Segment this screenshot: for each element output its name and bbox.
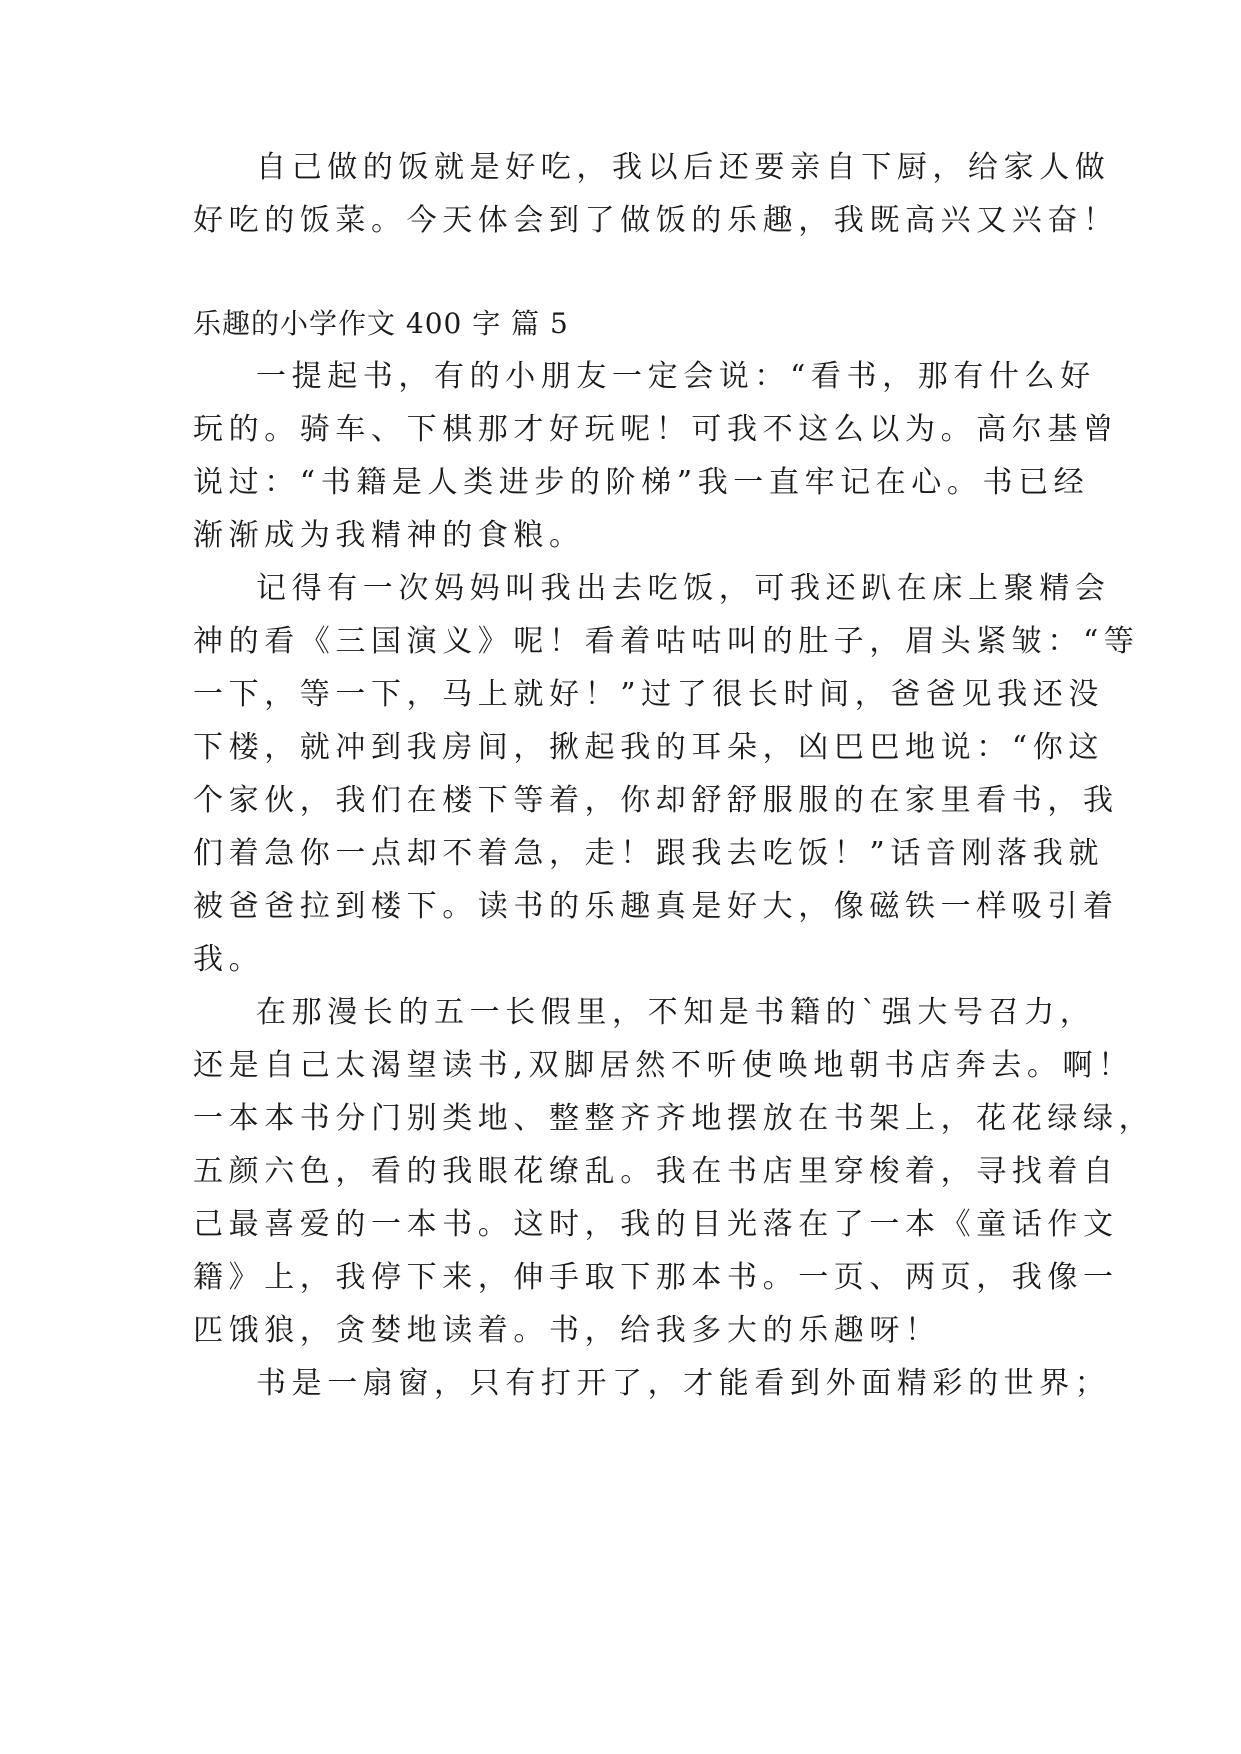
paragraph-2-line-2: 玩的。骑车、下棋那才好玩呢！可我不这么以为。高尔基曾 [193,412,1119,447]
paragraph-3-line-8: 我。 [193,942,265,977]
paragraph-2-line-1: 一提起书，有的小朋友一定会说：“看书，那有什么好 [256,359,1096,394]
paragraph-3-line-7: 被爸爸拉到楼下。读书的乐趣真是好大，像磁铁一样吸引着 [193,889,1119,924]
paragraph-4-line-1: 在那漫长的五一长假里，不知是书籍的`强大号召力， [256,995,1096,1030]
paragraph-4-line-3: 一本本书分门别类地、整整齐齐地摆放在书架上，花花绿绿， [193,1101,1155,1136]
paragraph-3-line-4: 下楼，就冲到我房间，揪起我的耳朵，凶巴巴地说：“你这 [193,730,1104,765]
paragraph-1-line-1: 自己做的饭就是好吃，我以后还要亲自下厨，给家人做 [256,150,1111,185]
paragraph-4-line-7: 匹饿狼，贪婪地读着。书，给我多大的乐趣呀！ [193,1313,941,1348]
paragraph-4-line-4: 五颜六色，看的我眼花缭乱。我在书店里穿梭着，寻找着自 [193,1154,1119,1189]
paragraph-3-line-2: 神的看《三国演义》呢！看着咕咕叫的肚子，眉头紧皱：“等 [193,624,1140,659]
paragraph-5-line-1: 书是一扇窗，只有打开了，才能看到外面精彩的世界； [256,1366,1111,1401]
paragraph-2-line-3: 说过：“书籍是人类进步的阶梯”我一直牢记在心。书已经 [193,465,1090,500]
paragraph-3-line-5: 个家伙，我们在楼下等着，你却舒舒服服的在家里看书，我 [193,783,1119,818]
paragraph-4-line-2: 还是自己太渴望读书,双脚居然不听使唤地朝书店奔去。啊！ [193,1048,1134,1083]
paragraph-3-line-1: 记得有一次妈妈叫我出去吃饭，可我还趴在床上聚精会 [256,571,1111,606]
paragraph-4-line-6: 籍》上，我停下来，伸手取下那本书。一页、两页，我像一 [193,1260,1119,1295]
paragraph-2-line-4: 渐渐成为我精神的食粮。 [193,518,585,553]
paragraph-4-line-5: 己最喜爱的一本书。这时，我的目光落在了一本《童话作文 [193,1207,1119,1242]
paragraph-3-line-3: 一下，等一下，马上就好！”过了很长时间，爸爸见我还没 [193,677,1104,712]
section-heading: 乐趣的小学作文 400 字 篇 5 [193,307,569,340]
paragraph-3-line-6: 们着急你一点却不着急，走！跟我去吃饭！”话音刚落我就 [193,836,1104,871]
paragraph-1-line-2: 好吃的饭菜。今天体会到了做饭的乐趣，我既高兴又兴奋！ [193,203,1119,238]
